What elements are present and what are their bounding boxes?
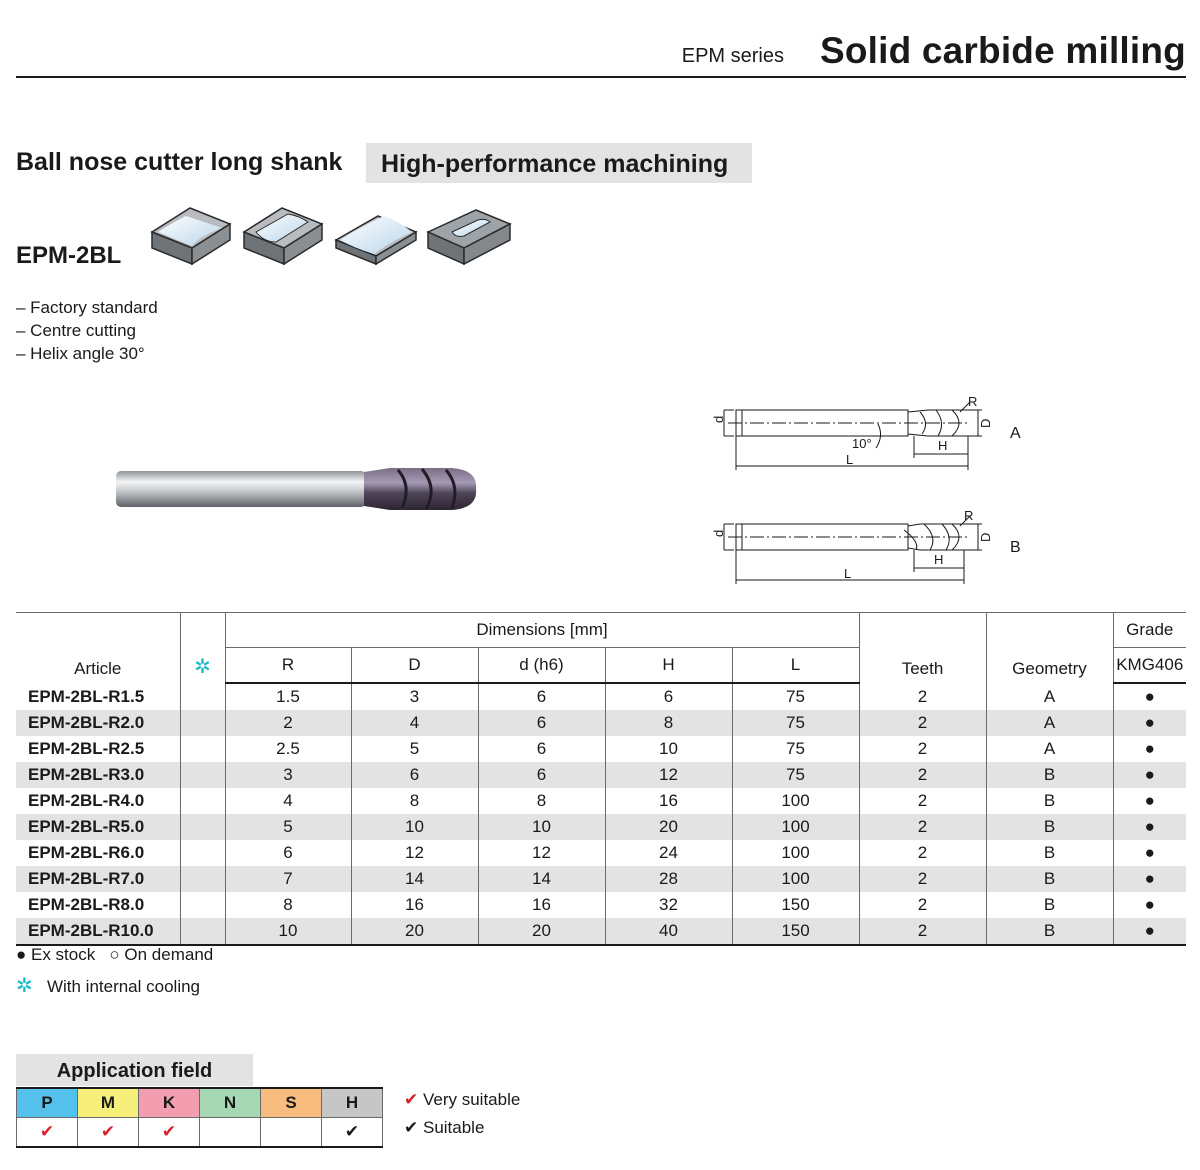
- d-big-cell: 6: [351, 762, 478, 788]
- teeth-cell: 2: [859, 892, 986, 918]
- article-cell: EPM-2BL-R2.0: [16, 710, 180, 736]
- grade-cell: ●: [1113, 683, 1186, 710]
- geometry-a-label: A: [1010, 425, 1021, 442]
- l-cell: 75: [732, 762, 859, 788]
- col-header-dimensions: Dimensions [mm]: [225, 613, 859, 648]
- table-row: [16, 683, 1186, 710]
- feature-list: [16, 296, 158, 365]
- cooling-legend-icon: ✲: [16, 975, 33, 997]
- teeth-cell: 2: [859, 683, 986, 710]
- r-cell: 10: [225, 918, 351, 945]
- suitability-mark-p: ✔: [17, 1118, 78, 1148]
- table-row: [16, 710, 1186, 736]
- h-cell: 32: [605, 892, 732, 918]
- col-header-grade: Grade: [1113, 613, 1186, 648]
- r-cell: 7: [225, 866, 351, 892]
- col-header-teeth: Teeth: [859, 613, 986, 684]
- angle-label: 10°: [852, 436, 872, 451]
- d-big-cell: 8: [351, 788, 478, 814]
- col-header-l: L: [732, 648, 859, 684]
- teeth-cell: 2: [859, 814, 986, 840]
- series-label: EPM series: [681, 45, 784, 67]
- technical-drawing: [698, 392, 1038, 592]
- ex-stock-legend: ● Ex stock: [16, 945, 96, 964]
- grade-cell: ●: [1113, 814, 1186, 840]
- table-row: [16, 840, 1186, 866]
- cooling-cell: [180, 710, 225, 736]
- suitability-mark-m: ✔: [78, 1118, 139, 1148]
- d-big-cell: 16: [351, 892, 478, 918]
- teeth-cell: 2: [859, 918, 986, 945]
- geometry-cell: B: [986, 918, 1113, 945]
- d-big-cell: 3: [351, 683, 478, 710]
- d-h6-cell: 16: [478, 892, 605, 918]
- table-row: [16, 788, 1186, 814]
- geometry-cell: B: [986, 814, 1113, 840]
- suitable-text: Suitable: [422, 1118, 485, 1137]
- geometry-cell: B: [986, 840, 1113, 866]
- d-big-cell: 12: [351, 840, 478, 866]
- r-cell: 2.5: [225, 736, 351, 762]
- suitability-mark-s: [261, 1118, 322, 1148]
- l-cell: 100: [732, 814, 859, 840]
- application-field-table: [16, 1087, 383, 1148]
- very-suitable-legend: [404, 1090, 520, 1110]
- col-header-r: R: [225, 648, 351, 684]
- d-h6-cell: 10: [478, 814, 605, 840]
- d-h6-cell: 20: [478, 918, 605, 945]
- application-banner: High-performance machining: [366, 143, 752, 183]
- r-cell: 1.5: [225, 683, 351, 710]
- table-row: [16, 736, 1186, 762]
- col-header-h: H: [605, 648, 732, 684]
- dim-d-label-b: d: [711, 529, 726, 537]
- suitability-mark-n: [200, 1118, 261, 1148]
- l-cell: 75: [732, 736, 859, 762]
- article-cell: EPM-2BL-R5.0: [16, 814, 180, 840]
- page-header: [16, 20, 1186, 78]
- l-slot-shape-icon: [152, 208, 230, 264]
- cooling-cell: [180, 736, 225, 762]
- d-h6-cell: 6: [478, 736, 605, 762]
- cooling-cell: [180, 840, 225, 866]
- cooling-cell: [180, 918, 225, 945]
- suitability-mark-k: ✔: [139, 1118, 200, 1148]
- r-cell: 8: [225, 892, 351, 918]
- cooling-cell: [180, 866, 225, 892]
- geometry-cell: B: [986, 788, 1113, 814]
- teeth-cell: 2: [859, 762, 986, 788]
- col-header-geometry: Geometry: [986, 613, 1113, 684]
- r-cell: 3: [225, 762, 351, 788]
- geometry-cell: B: [986, 866, 1113, 892]
- material-group-p: P: [17, 1088, 78, 1118]
- geometry-cell: A: [986, 683, 1113, 710]
- on-demand-legend: ○ On demand: [109, 945, 214, 964]
- d-h6-cell: 12: [478, 840, 605, 866]
- table-row: [16, 814, 1186, 840]
- d-big-cell: 10: [351, 814, 478, 840]
- cooling-legend-text: With internal cooling: [46, 977, 201, 996]
- article-cell: EPM-2BL-R6.0: [28, 843, 145, 862]
- suitable-legend: [404, 1118, 484, 1138]
- l-cell: 100: [732, 866, 859, 892]
- table-row: [16, 762, 1186, 788]
- machining-shapes-icons: [150, 202, 520, 268]
- ball-nose-cutter-image: [112, 466, 482, 512]
- cooling-cell: [180, 762, 225, 788]
- l-cell: 150: [732, 918, 859, 945]
- dim-h-label-b: H: [934, 552, 944, 567]
- h-cell: 28: [605, 866, 732, 892]
- article-cell: EPM-2BL-R8.0: [28, 895, 145, 914]
- dim-l-label-b: L: [844, 566, 852, 581]
- feature-item: – Factory standard: [16, 298, 158, 317]
- grade-cell: ●: [1113, 892, 1186, 918]
- material-group-n: N: [200, 1088, 261, 1118]
- article-cell: EPM-2BL-R7.0: [16, 866, 180, 892]
- u-slot-shape-icon: [244, 208, 322, 264]
- suitability-mark-h: ✔: [322, 1118, 383, 1148]
- grade-cell: ●: [1113, 866, 1186, 892]
- l-cell: 75: [732, 683, 859, 710]
- d-h6-cell: 14: [478, 866, 605, 892]
- l-cell: 100: [732, 788, 859, 814]
- d-h6-cell: 6: [478, 762, 605, 788]
- dim-r-label-a: R: [968, 394, 978, 409]
- dim-l-label-a: L: [846, 452, 854, 467]
- h-cell: 16: [605, 788, 732, 814]
- table-row: [16, 918, 1186, 945]
- material-group-h: H: [322, 1088, 383, 1118]
- material-group-m: M: [78, 1088, 139, 1118]
- geometry-cell: A: [986, 710, 1113, 736]
- pocket-shape-icon: [428, 210, 510, 264]
- feature-item: – Centre cutting: [16, 321, 137, 340]
- h-cell: 8: [605, 710, 732, 736]
- geometry-cell: A: [986, 736, 1113, 762]
- r-cell: 6: [225, 840, 351, 866]
- r-cell: 4: [225, 788, 351, 814]
- dim-D-label-a: D: [978, 418, 993, 428]
- material-group-k: K: [139, 1088, 200, 1118]
- col-header-d-h6: d (h6): [478, 648, 605, 684]
- col-header-d-big: D: [351, 648, 478, 684]
- cooling-cell: [180, 683, 225, 710]
- teeth-cell: 2: [859, 736, 986, 762]
- col-header-grade-name: KMG406: [1113, 648, 1186, 684]
- geometry-cell: B: [986, 892, 1113, 918]
- black-check-icon: ✔: [404, 1118, 419, 1137]
- h-cell: 24: [605, 840, 732, 866]
- teeth-cell: 2: [859, 788, 986, 814]
- grade-cell: ●: [1113, 762, 1186, 788]
- article-cell: EPM-2BL-R3.0: [16, 762, 180, 788]
- grade-cell: ●: [1113, 736, 1186, 762]
- dim-d-label-a: d: [711, 415, 726, 423]
- specification-table: [16, 612, 1186, 946]
- grade-cell: ●: [1113, 918, 1186, 945]
- h-cell: 10: [605, 736, 732, 762]
- d-big-cell: 14: [351, 866, 478, 892]
- article-cell: EPM-2BL-R10.0: [16, 918, 180, 945]
- grade-cell: ●: [1113, 840, 1186, 866]
- cooling-cell: [180, 892, 225, 918]
- l-cell: 75: [732, 710, 859, 736]
- grade-cell: ●: [1113, 710, 1186, 736]
- geometry-cell: B: [986, 762, 1113, 788]
- r-cell: 5: [225, 814, 351, 840]
- cooling-icon: ✲: [180, 613, 225, 684]
- h-cell: 6: [605, 683, 732, 710]
- article-cell: EPM-2BL-R1.5: [28, 686, 145, 706]
- l-cell: 100: [732, 840, 859, 866]
- cooling-cell: [180, 788, 225, 814]
- model-name: EPM-2BL: [16, 242, 122, 269]
- table-row: [16, 892, 1186, 918]
- very-suitable-text: Very suitable: [422, 1090, 521, 1109]
- dim-D-label-b: D: [978, 532, 993, 542]
- d-h6-cell: 6: [478, 683, 605, 710]
- cooling-cell: [180, 814, 225, 840]
- article-cell: EPM-2BL-R4.0: [28, 791, 145, 810]
- d-big-cell: 5: [351, 736, 478, 762]
- d-h6-cell: 6: [478, 710, 605, 736]
- col-header-article: Article: [16, 613, 180, 684]
- h-cell: 12: [605, 762, 732, 788]
- material-group-s: S: [261, 1088, 322, 1118]
- feature-item: – Helix angle 30°: [16, 344, 145, 363]
- teeth-cell: 2: [859, 710, 986, 736]
- geometry-b-label: B: [1010, 539, 1021, 556]
- cooling-legend: [16, 973, 200, 998]
- d-big-cell: 20: [351, 918, 478, 945]
- h-cell: 20: [605, 814, 732, 840]
- d-big-cell: 4: [351, 710, 478, 736]
- dim-h-label-a: H: [938, 438, 948, 453]
- application-field-title: Application field: [16, 1054, 253, 1086]
- red-check-icon: ✔: [404, 1090, 419, 1109]
- article-cell: EPM-2BL-R2.5: [28, 739, 145, 758]
- product-subtitle: Ball nose cutter long shank: [16, 148, 343, 176]
- table-row: [16, 866, 1186, 892]
- dim-r-label-b: R: [964, 508, 974, 523]
- grade-cell: ●: [1113, 788, 1186, 814]
- r-cell: 2: [225, 710, 351, 736]
- l-cell: 150: [732, 892, 859, 918]
- h-cell: 40: [605, 918, 732, 945]
- stock-legend: [16, 945, 213, 965]
- teeth-cell: 2: [859, 840, 986, 866]
- page-title: Solid carbide milling: [819, 30, 1186, 71]
- convex-surface-shape-icon: [336, 216, 416, 264]
- d-h6-cell: 8: [478, 788, 605, 814]
- teeth-cell: 2: [859, 866, 986, 892]
